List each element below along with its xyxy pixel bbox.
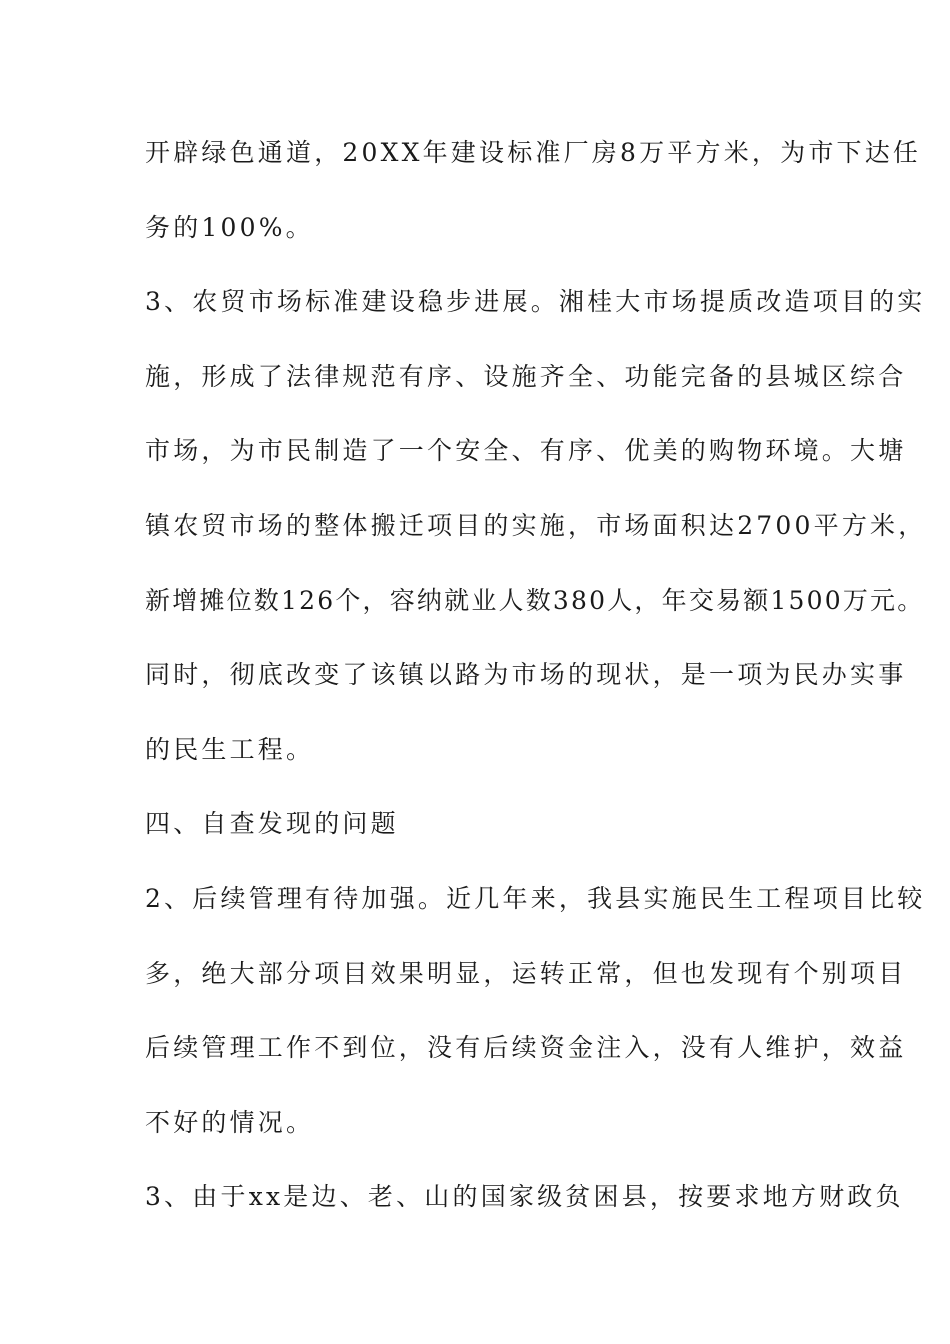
paragraph-line: 市场，为市民制造了一个安全、有序、优美的购物环境。大塘 [145,436,907,466]
paragraph-line: 镇农贸市场的整体搬迁项目的实施，市场面积达2700平方米， [145,510,927,540]
paragraph-line: 不好的情况。 [145,1107,315,1137]
paragraph-line: 新增摊位数126个，容纳就业人数380人，年交易额1500万元。 [145,585,925,615]
paragraph-line: 3、农贸市场标准建设稳步进展。湘桂大市场提质改造项目的实 [145,287,926,317]
section-heading: 四、自查发现的问题 [145,809,399,839]
document-body [145,124,927,1243]
paragraph-line: 的民生工程。 [145,734,315,764]
paragraph-line: 同时，彻底改变了该镇以路为市场的现状，是一项为民办实事 [145,660,907,690]
paragraph-line: 2、后续管理有待加强。近几年来，我县实施民生工程项目比较 [145,883,926,913]
paragraph-line: 多，绝大部分项目效果明显，运转正常，但也发现有个别项目 [145,958,907,988]
paragraph-line: 3、由于xx是边、老、山的国家级贫困县，按要求地方财政负 [145,1182,904,1212]
paragraph-line: 务的100%。 [145,212,314,242]
paragraph-line: 后续管理工作不到位，没有后续资金注入，没有人维护，效益 [145,1033,907,1063]
paragraph-line: 开辟绿色通道，20XX年建设标准厂房8万平方米，为市下达任 [145,138,922,167]
paragraph-line: 施，形成了法律规范有序、设施齐全、功能完备的县城区综合 [145,361,907,391]
